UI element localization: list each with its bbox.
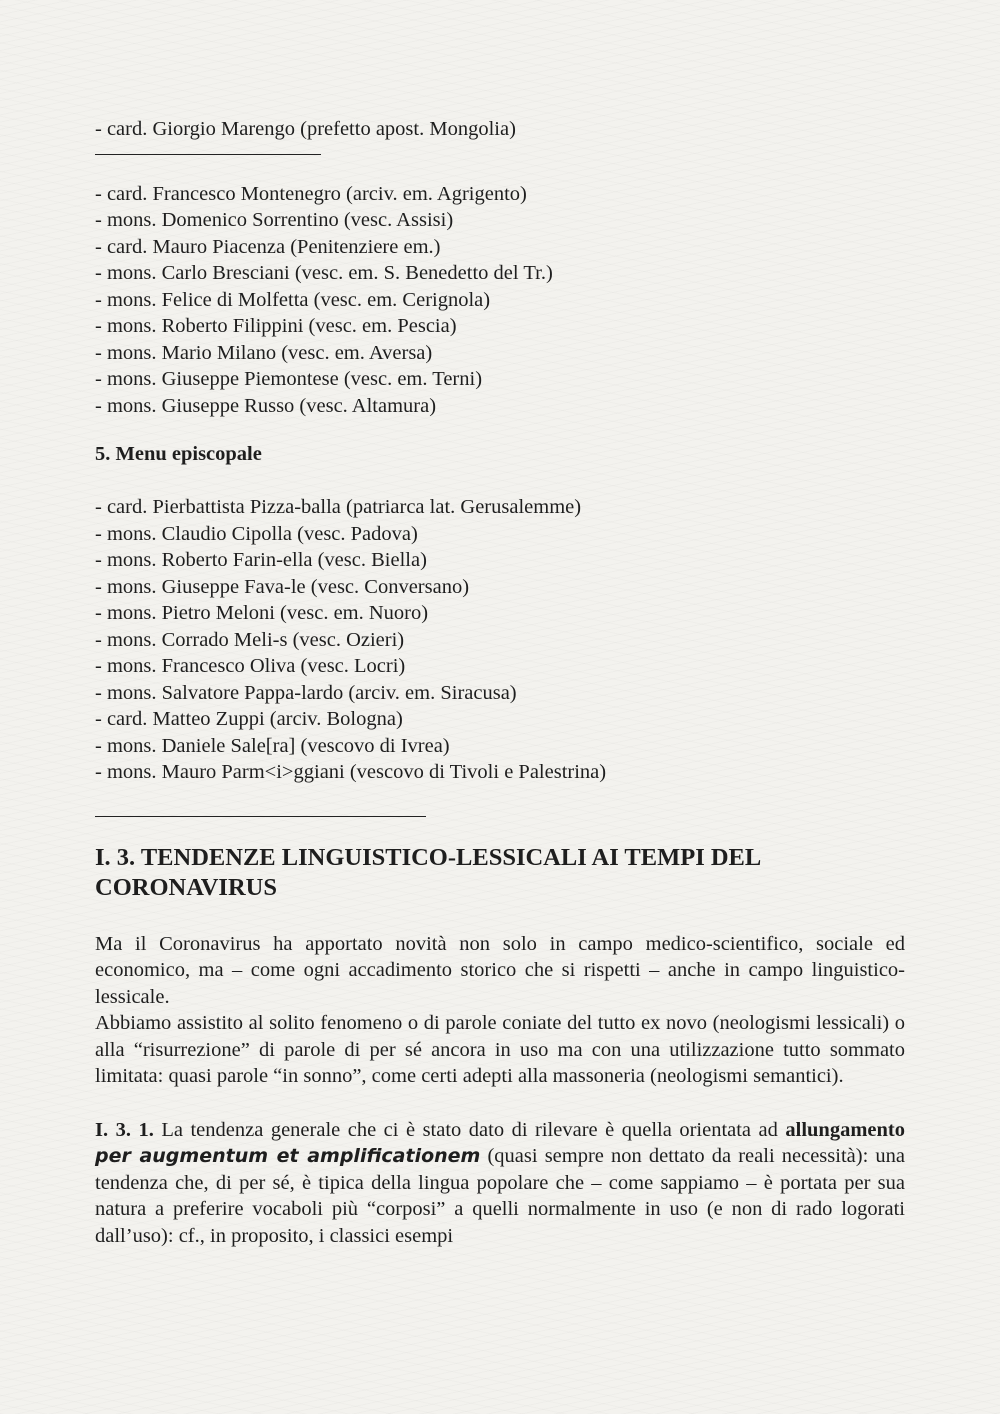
document-page (95, 116, 905, 1249)
top-list (95, 116, 905, 143)
paragraph-text: (quasi sempre non dettato da reali necessità): una tendenza che, di per sé, è tipica della lingua popolare che – come sappiamo – è portata per sua natura a preferire vocaboli più “corposi” a quelli normalmente in uso (e non di rado logorati dall’uso): cf., in proposito, i classici esempi (95, 1145, 905, 1247)
section-heading: 5. Menu episcopale (95, 443, 262, 465)
list-item: - mons. Corrado Meli-s (vesc. Ozieri) (95, 628, 405, 651)
list-item: - mons. Roberto Farin-ella (vesc. Biella) (95, 549, 427, 571)
list-item: - card. Pierbattista Pizza-balla (patriarca lat. Gerusalemme) (95, 496, 582, 518)
subsection-label: I. 3. 1. (95, 1118, 154, 1141)
list-item: - card. Matteo Zuppi (arciv. Bologna) (95, 708, 403, 730)
list-item: - mons. Giuseppe Russo (vesc. Altamura) (95, 394, 437, 417)
list-item: - mons. Salvatore Pappa-lardo (arciv. em. Siracusa) (95, 681, 517, 704)
list-item: - card. Mauro Piacenza (Penitenziere em.) (95, 235, 441, 258)
chapter-title-line: I. 3. TENDENZE LINGUISTICO-LESSICALI AI TEMPI DEL (95, 843, 762, 871)
list-item: - mons. Mario Milano (vesc. em. Aversa) (95, 341, 433, 364)
list-item: - mons. Felice di Molfetta (vesc. em. Cerignola) (95, 288, 491, 311)
paragraph-text: La tendenza generale che ci è stato dato di rilevare è quella orientata ad (153, 1118, 786, 1141)
paragraph: Ma il Coronavirus ha apportato novità non solo in campo medico-scientifico, sociale ed economico, ma – come ogni accadimento storico che si rispetti – anche in campo linguistico-lessicale. (95, 932, 905, 1008)
list-item: - card. Giorgio Marengo (prefetto apost. Mongolia) (95, 118, 516, 140)
chapter-title (95, 843, 905, 903)
paragraph: Abbiamo assistito al solito fenomeno o di parole coniate del tutto ex novo (neologismi lessicali) o alla “risurrezione” di parole di per sé ancora in uso ma con una utilizzazione tutto sommato limitata: quasi parole “in sonno”, come certi adepti alla massoneria (neologismi semantici). (95, 1012, 905, 1087)
list-item: - mons. Mauro Parm<i>ggiani (vescovo di Tivoli e Palestrina) (95, 761, 607, 783)
list-item: - mons. Domenico Sorrentino (vesc. Assisi) (95, 209, 454, 231)
list-item: - mons. Pietro Meloni (vesc. em. Nuoro) (95, 602, 429, 624)
separator-rule (95, 816, 426, 817)
list-item: - mons. Carlo Bresciani (vesc. em. S. Benedetto del Tr.) (95, 262, 553, 284)
section-list (95, 494, 905, 786)
list-item: - mons. Giuseppe Fava-le (vesc. Conversano) (95, 575, 470, 598)
latin-phrase: per augmentum et amplificationem (95, 1145, 481, 1167)
list-item: - mons. Francesco Oliva (vesc. Locri) (95, 655, 406, 677)
second-list (95, 181, 905, 420)
list-item: - mons. Giuseppe Piemontese (vesc. em. Terni) (95, 368, 483, 390)
paragraph (95, 1117, 905, 1250)
list-item: - mons. Roberto Filippini (vesc. em. Pescia) (95, 315, 457, 337)
bold-term: allungamento (785, 1118, 905, 1141)
list-item: - mons. Daniele Sale[ra] (vescovo di Ivrea) (95, 734, 450, 757)
separator-rule (95, 154, 321, 155)
list-item: - card. Francesco Montenegro (arciv. em. Agrigento) (95, 182, 527, 205)
list-item: - mons. Claudio Cipolla (vesc. Padova) (95, 522, 418, 545)
chapter-title-line: CORONAVIRUS (95, 873, 277, 901)
